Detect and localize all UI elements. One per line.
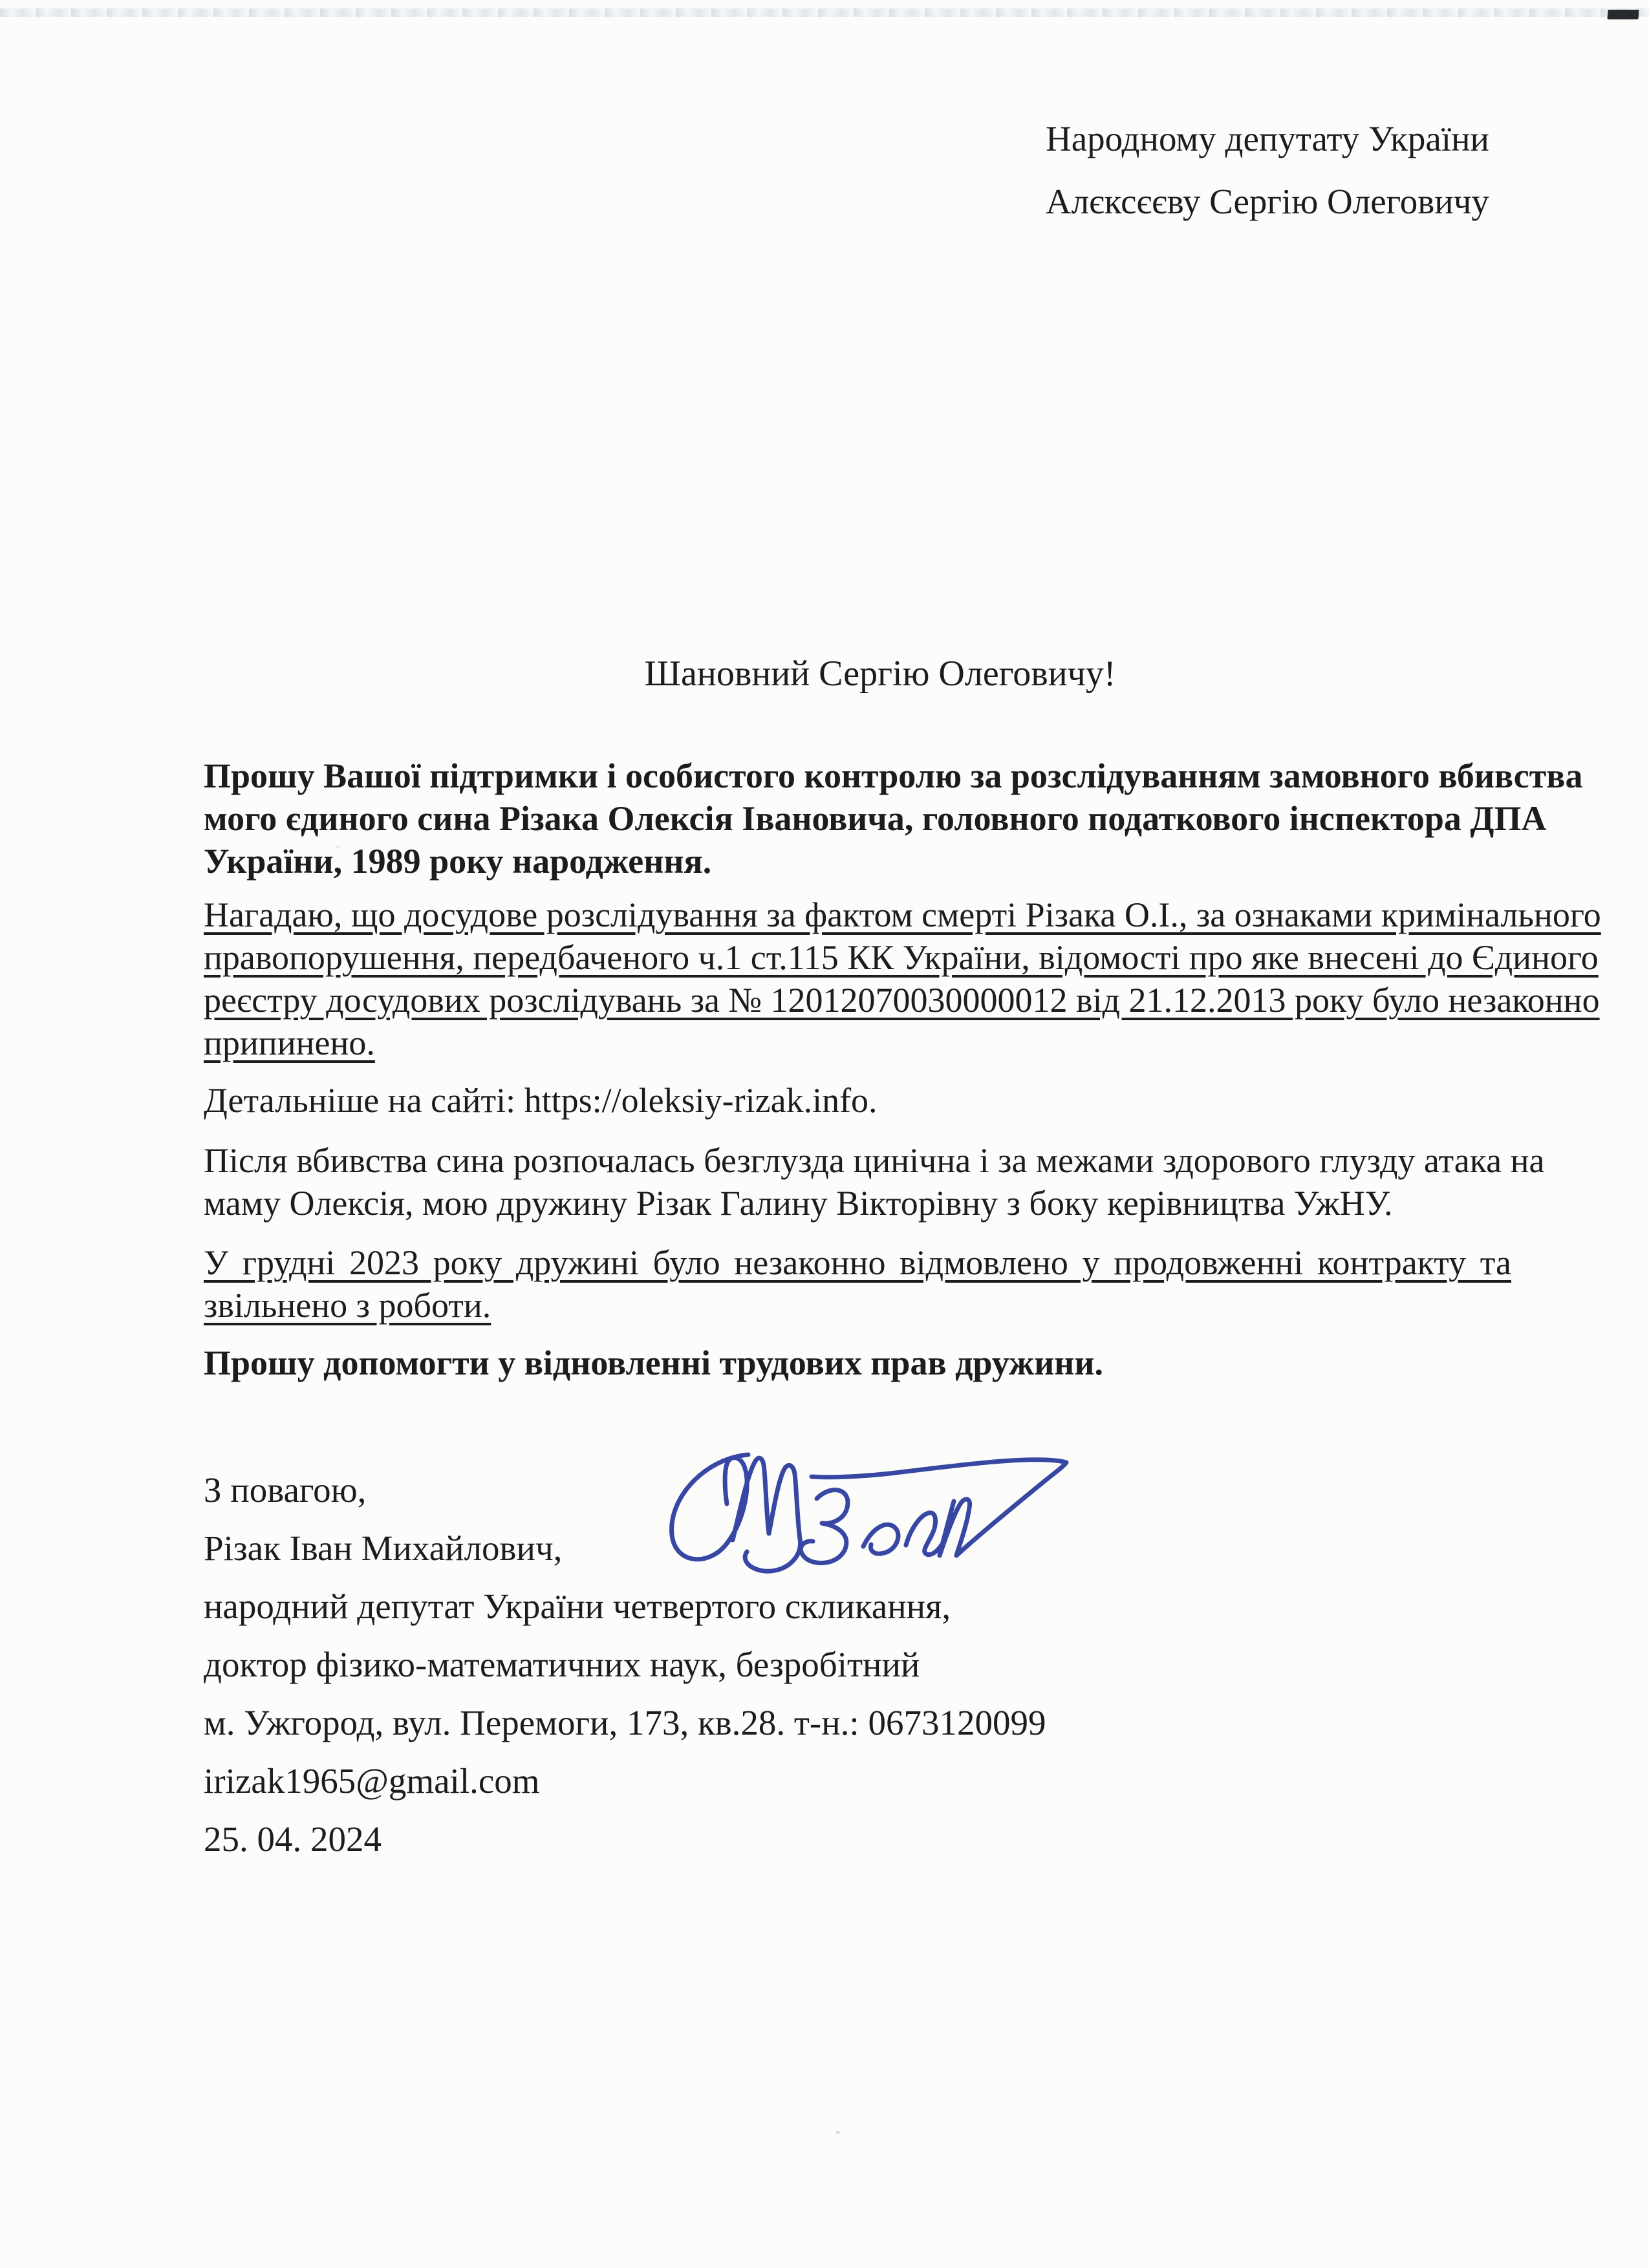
paragraph-contract [204, 1241, 1511, 1327]
text-line: припинено. [204, 1023, 375, 1062]
paragraph-investigation [204, 893, 1601, 1064]
text-line: реєстру досудових розслідувань за № 12012070030000012 від 21.12.2013 року було незаконно [204, 981, 1600, 1020]
text-line: мого єдиного сина Різака Олексія Івановича, головного податкового інспектора ДПА [204, 799, 1547, 838]
closing-name: Різак Іван Михайлович, [204, 1528, 563, 1568]
paragraph-website [204, 1079, 1511, 1122]
text-line: Детальніше на сайті: https://oleksiy-rizak.info. [204, 1081, 878, 1120]
paragraph-request [204, 754, 1583, 883]
text-line: Прошу Вашої підтримки і особистого контролю за розслідуванням замовного вбивства [204, 756, 1583, 795]
recipient-title: Народному депутату України [1046, 119, 1489, 158]
closing-block [204, 1461, 1046, 1868]
paragraph-attack [204, 1139, 1545, 1225]
salutation: Шановний Сергію Олеговичу! [644, 654, 1116, 694]
paragraph-plea [204, 1342, 1511, 1384]
text-line: Нагадаю, що досудове розслідування за фактом смерті Різака О.І., за ознаками кримінального [204, 895, 1601, 934]
scan-speck [835, 2131, 840, 2134]
scan-edge-artifact [0, 8, 1649, 17]
text-line: звільнено з роботи. [204, 1286, 491, 1325]
text-line: України, 1989 року народження. [204, 842, 712, 881]
text-line: Після вбивства сина розпочалась безглузда цинічна і за межами здорового глузду атака на [204, 1141, 1545, 1180]
text-line: правопорушення, передбаченого ч.1 ст.115 КК України, відомості про яке внесені до Єдиного [204, 938, 1599, 977]
recipient-name: Алєксєєву Сергію Олеговичу [1046, 182, 1489, 221]
closing-regards: З повагою, [204, 1470, 367, 1510]
closing-address: м. Ужгород, вул. Перемоги, 173, кв.28. т-н.: 0673120099 [204, 1703, 1046, 1742]
closing-date: 25. 04. 2024 [204, 1819, 382, 1859]
text-line: У грудні 2023 року дружині було незаконно відмовлено у продовженні контракту та [204, 1243, 1511, 1282]
text-line: Прошу допомогти у відновленні трудових прав дружини. [204, 1343, 1104, 1382]
closing-role: народний депутат України четвертого скликання, [204, 1587, 951, 1626]
text-line: маму Олексія, мою дружину Різак Галину Вікторівну з боку керівництва УжНУ. [204, 1184, 1393, 1223]
scan-corner-mark [1607, 10, 1639, 19]
closing-degree: доктор фізико-математичних наук, безробітний [204, 1645, 920, 1684]
closing-email: irizak1965@gmail.com [204, 1761, 540, 1801]
